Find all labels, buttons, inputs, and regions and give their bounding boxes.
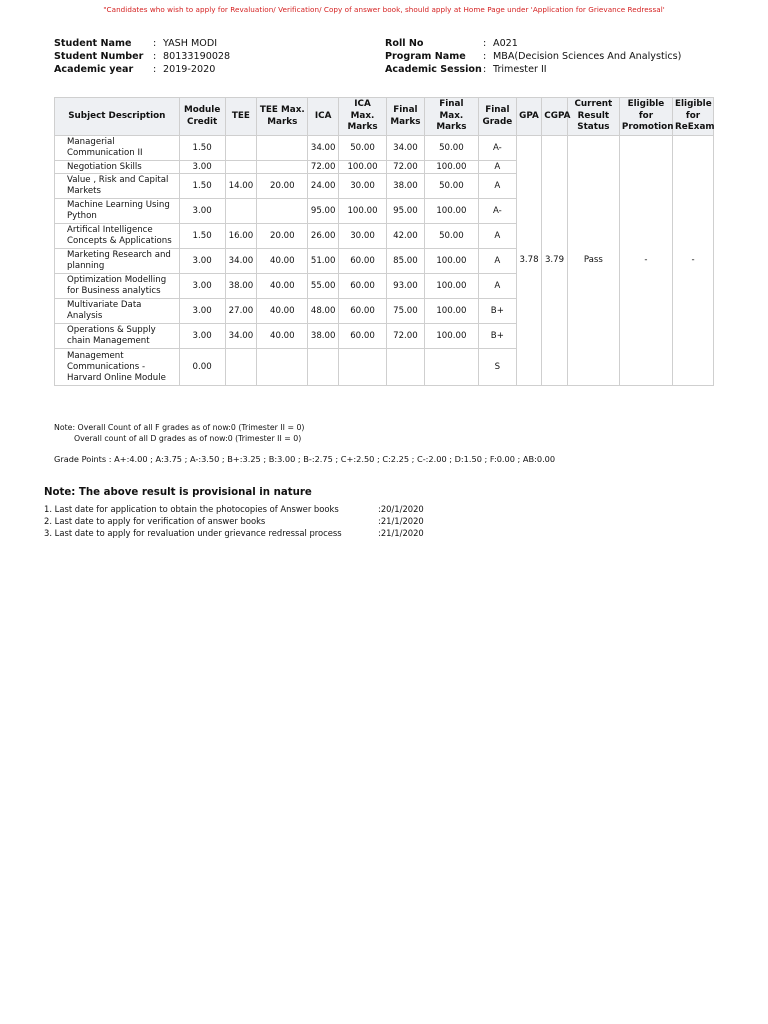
ica-cell: 24.00 (308, 174, 339, 199)
tee-max-cell (257, 199, 308, 224)
tee-cell (225, 136, 257, 161)
tee-max-cell (257, 349, 308, 386)
col-ica-header: ICA (308, 98, 339, 136)
col-final-header: Final Marks (387, 98, 425, 136)
tee-max-cell (257, 136, 308, 161)
tee-cell: 34.00 (225, 324, 257, 349)
final-cell: 85.00 (387, 249, 425, 274)
provisional-note: Note: The above result is provisional in nature (44, 487, 312, 498)
subject-cell: Artifical Intelligence Concepts & Applications (55, 224, 180, 249)
subject-cell: Marketing Research and planning (55, 249, 180, 274)
date-item-text: 1. Last date for application to obtain the photocopies of Answer books (44, 504, 339, 514)
ica-max-cell: 100.00 (339, 199, 387, 224)
subject-cell: Machine Learning Using Python (55, 199, 180, 224)
col-credit-header: Module Credit (179, 98, 225, 136)
date-item (44, 527, 424, 539)
grade-cell: S (478, 349, 516, 386)
date-item-value: :21/1/2020 (378, 528, 424, 538)
col-tee-header: TEE (225, 98, 257, 136)
tee-max-cell: 40.00 (257, 299, 308, 324)
col-cgpa-header: CGPA (542, 98, 568, 136)
subject-cell: Optimization Modelling for Business analytics (55, 274, 180, 299)
revaluation-notice: "Candidates who wish to apply for Revaluation/ Verification/ Copy of answer book, should apply at Home Page under 'Application for Grievance Redressal' (103, 5, 665, 14)
tee-cell: 38.00 (225, 274, 257, 299)
table-row (55, 136, 714, 161)
tee-max-cell: 20.00 (257, 224, 308, 249)
date-item-value: :20/1/2020 (378, 504, 424, 514)
grade-cell: A (478, 161, 516, 174)
ica-cell: 38.00 (308, 324, 339, 349)
date-item-text: 2. Last date to apply for verification of answer books (44, 516, 266, 526)
final-cell: 93.00 (387, 274, 425, 299)
credit-cell: 3.00 (179, 324, 225, 349)
grade-count-note (54, 422, 304, 444)
marks-table (54, 97, 714, 386)
final-cell: 72.00 (387, 324, 425, 349)
date-item-value: :21/1/2020 (378, 516, 424, 526)
important-dates (44, 503, 424, 539)
ica-cell: 72.00 (308, 161, 339, 174)
grade-cell: A (478, 174, 516, 199)
academic-year-value: 2019-2020 (163, 64, 216, 75)
final-max-cell: 100.00 (424, 199, 478, 224)
final-cell: 95.00 (387, 199, 425, 224)
promotion-cell: - (619, 136, 672, 386)
program-name-value: MBA(Decision Sciences And Analystics) (493, 51, 682, 62)
ica-max-cell: 30.00 (339, 174, 387, 199)
ica-max-cell: 60.00 (339, 299, 387, 324)
ica-cell: 48.00 (308, 299, 339, 324)
subject-cell: Managerial Communication II (55, 136, 180, 161)
col-grade-header: Final Grade (478, 98, 516, 136)
grade-cell: A- (478, 136, 516, 161)
student-name-label: Student Name (54, 38, 132, 49)
col-tee-max-header: TEE Max. Marks (257, 98, 308, 136)
subject-cell: Value , Risk and Capital Markets (55, 174, 180, 199)
ica-max-cell: 60.00 (339, 274, 387, 299)
ica-cell: 51.00 (308, 249, 339, 274)
academic-year-label: Academic year (54, 64, 134, 75)
student-number-value: 80133190028 (163, 51, 231, 62)
grade-points-legend: Grade Points : A+:4.00 ; A:3.75 ; A-:3.50 ; B+:3.25 ; B:3.00 ; B-:2.75 ; C+:2.50 ; C:2.25 ; C-:2.00 ; D:1.50 ; F:0.00 ; AB:0.00 (54, 454, 556, 464)
final-cell: 75.00 (387, 299, 425, 324)
ica-cell: 55.00 (308, 274, 339, 299)
final-cell: 72.00 (387, 161, 425, 174)
ica-max-cell: 100.00 (339, 161, 387, 174)
ica-max-cell: 50.00 (339, 136, 387, 161)
credit-cell: 3.00 (179, 199, 225, 224)
tee-max-cell: 40.00 (257, 249, 308, 274)
final-cell: 42.00 (387, 224, 425, 249)
tee-cell: 34.00 (225, 249, 257, 274)
tee-cell: 27.00 (225, 299, 257, 324)
credit-cell: 1.50 (179, 174, 225, 199)
ica-cell: 26.00 (308, 224, 339, 249)
grade-cell: A- (478, 199, 516, 224)
ica-cell: 95.00 (308, 199, 339, 224)
credit-cell: 3.00 (179, 161, 225, 174)
ica-cell (308, 349, 339, 386)
final-max-cell: 50.00 (424, 136, 478, 161)
final-max-cell: 100.00 (424, 274, 478, 299)
roll-no-label: Roll No (385, 38, 424, 49)
tee-max-cell: 20.00 (257, 174, 308, 199)
credit-cell: 3.00 (179, 299, 225, 324)
grade-cell: A (478, 274, 516, 299)
academic-session-value: Trimester II (493, 64, 547, 75)
final-cell: 38.00 (387, 174, 425, 199)
grade-cell: A (478, 224, 516, 249)
ica-cell: 34.00 (308, 136, 339, 161)
ica-max-cell: 60.00 (339, 249, 387, 274)
credit-cell: 3.00 (179, 274, 225, 299)
reexam-cell: - (673, 136, 714, 386)
student-number-label: Student Number (54, 51, 144, 62)
credit-cell: 1.50 (179, 224, 225, 249)
col-reexam-header: Eligible for ReExam (673, 98, 714, 136)
tee-cell (225, 199, 257, 224)
grade-cell: B+ (478, 299, 516, 324)
subject-cell: Operations & Supply chain Management (55, 324, 180, 349)
date-item (44, 515, 424, 527)
date-item-text: 3. Last date to apply for revaluation under grievance redressal process (44, 528, 342, 538)
final-max-cell: 100.00 (424, 249, 478, 274)
subject-cell: Management Communications - Harvard Online Module (55, 349, 180, 386)
academic-session-label: Academic Session (385, 64, 482, 75)
result-status-cell: Pass (567, 136, 619, 386)
program-name-label: Program Name (385, 51, 466, 62)
final-max-cell: 100.00 (424, 324, 478, 349)
final-cell (387, 349, 425, 386)
subject-cell: Multivariate Data Analysis (55, 299, 180, 324)
col-ica-max-header: ICA Max. Marks (339, 98, 387, 136)
final-max-cell: 50.00 (424, 174, 478, 199)
col-result-header: Current Result Status (567, 98, 619, 136)
credit-cell: 0.00 (179, 349, 225, 386)
col-gpa-header: GPA (516, 98, 542, 136)
col-final-max-header: Final Max. Marks (424, 98, 478, 136)
cgpa-cell: 3.79 (542, 136, 568, 386)
tee-max-cell (257, 161, 308, 174)
d-grade-count: Overall count of all D grades as of now:0 (Trimester II = 0) (74, 434, 302, 443)
tee-cell (225, 349, 257, 386)
credit-cell: 3.00 (179, 249, 225, 274)
student-info-left: Student Name : YASH MODI Student Number : 80133190028 Academic year : 2019-2020 (54, 38, 231, 75)
ica-max-cell: 60.00 (339, 324, 387, 349)
tee-max-cell: 40.00 (257, 324, 308, 349)
f-grade-count: Note: Overall Count of all F grades as of now:0 (Trimester II = 0) (54, 423, 305, 432)
gpa-cell: 3.78 (516, 136, 542, 386)
tee-cell: 16.00 (225, 224, 257, 249)
subject-cell: Negotiation Skills (55, 161, 180, 174)
col-subject-header: Subject Description (55, 98, 180, 136)
student-name-value: YASH MODI (163, 38, 218, 49)
final-cell: 34.00 (387, 136, 425, 161)
final-max-cell: 100.00 (424, 299, 478, 324)
grade-cell: A (478, 249, 516, 274)
table-header-row (55, 98, 714, 136)
credit-cell: 1.50 (179, 136, 225, 161)
grade-cell: B+ (478, 324, 516, 349)
ica-max-cell: 30.00 (339, 224, 387, 249)
roll-no-value: A021 (493, 38, 518, 49)
final-max-cell: 50.00 (424, 224, 478, 249)
tee-max-cell: 40.00 (257, 274, 308, 299)
col-promotion-header: Eligible for Promotion (619, 98, 672, 136)
ica-max-cell (339, 349, 387, 386)
student-info-right: Roll No : A021 Program Name : MBA(Decision Sciences And Analystics) Academic Session : Trimester II (385, 38, 682, 75)
tee-cell (225, 161, 257, 174)
date-item (44, 503, 424, 515)
tee-cell: 14.00 (225, 174, 257, 199)
final-max-cell: 100.00 (424, 161, 478, 174)
final-max-cell (424, 349, 478, 386)
